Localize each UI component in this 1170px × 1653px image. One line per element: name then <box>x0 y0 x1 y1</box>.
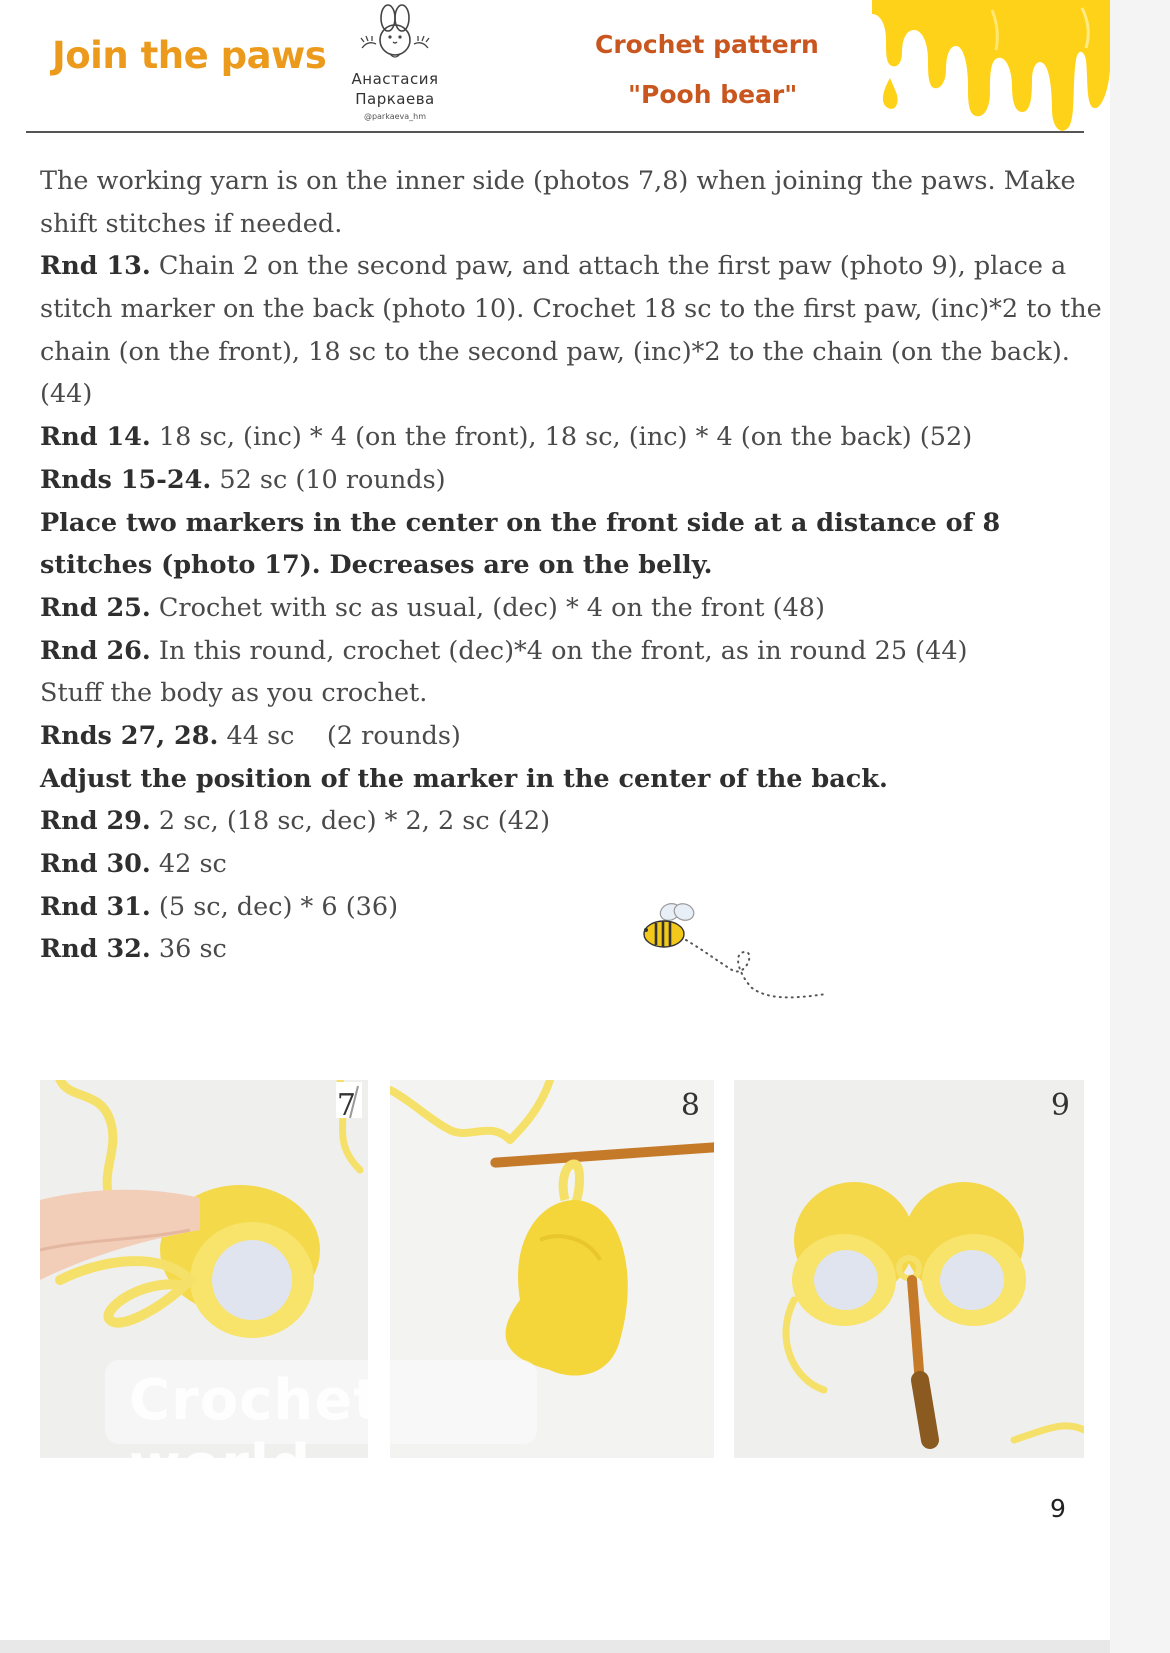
photo-number: 9 <box>1050 1088 1070 1123</box>
instruction-line: Rnd 25. Crochet with sc as usual, (dec) * 4 on the front (48) <box>40 592 825 623</box>
header-divider <box>26 131 1084 133</box>
instruction-line: shift stitches if needed. <box>40 208 343 239</box>
watermark-text: Crochet world <box>129 1368 381 1498</box>
instruction-line: Rnd 29. 2 sc, (18 sc, dec) * 2, 2 sc (42) <box>40 806 551 837</box>
watermark <box>105 1360 537 1498</box>
instruction-line: Rnd 26. In this round, crochet (dec)*4 on the front, as in round 25 (44) <box>40 635 968 666</box>
instruction-line: (44) <box>40 379 93 410</box>
page-number: 9 <box>1050 1494 1066 1523</box>
author-logo <box>340 4 450 128</box>
pattern-subtitle: "Pooh bear" <box>628 80 798 109</box>
instruction-note: Place two markers in the center on the front side at a distance of 8 <box>40 507 1001 538</box>
instruction-note: stitches (photo 17). Decreases are on the belly. <box>40 550 713 581</box>
logo-name-last: Паркаева <box>355 90 435 108</box>
instruction-line: Rnd 32. 36 sc <box>40 934 227 965</box>
honey-drip-icon <box>872 0 1110 140</box>
instruction-line: stitch marker on the back (photo 10). Crochet 18 sc to the first paw, (inc)*2 to the <box>40 294 1102 325</box>
pattern-instructions <box>40 160 1102 971</box>
instruction-line: Rnd 13. Chain 2 on the second paw, and attach the first paw (photo 9), place a <box>40 251 1067 282</box>
instruction-line: Rnds 27, 28. 44 sc (2 rounds) <box>40 720 461 751</box>
instruction-line: Rnd 14. 18 sc, (inc) * 4 (on the front), 18 sc, (inc) * 4 (on the back) (52) <box>40 422 973 453</box>
instruction-line: Rnds 15-24. 52 sc (10 rounds) <box>40 464 446 495</box>
joined-paws-photo-icon <box>734 1080 1084 1458</box>
logo-handle: @parkaeva_hm <box>363 112 427 121</box>
pattern-title: Crochet pattern <box>595 30 819 59</box>
instruction-note: Adjust the position of the marker in the center of the back. <box>40 763 888 794</box>
instruction-line: Stuff the body as you crochet. <box>40 678 428 709</box>
bunny-logo-icon <box>350 4 440 68</box>
section-title: Join the paws <box>52 34 327 77</box>
viewer-side-margin <box>1110 0 1170 1653</box>
instruction-line: The working yarn is on the inner side (photos 7,8) when joining the paws. Make <box>40 166 1076 196</box>
bee-icon <box>636 890 836 1020</box>
photo-number: 7 <box>336 1088 356 1123</box>
instruction-line: Rnd 31. (5 sc, dec) * 6 (36) <box>40 891 399 922</box>
instruction-line: Rnd 30. 42 sc <box>40 849 227 879</box>
photo-number: 8 <box>680 1088 700 1123</box>
photo-9 <box>734 1080 1084 1458</box>
instruction-line: chain (on the front), 18 sc to the second paw, (inc)*2 to the chain (on the back). <box>40 336 1070 367</box>
viewer-bottom-margin <box>0 1640 1110 1653</box>
logo-name-first: Анастасия <box>351 70 439 88</box>
